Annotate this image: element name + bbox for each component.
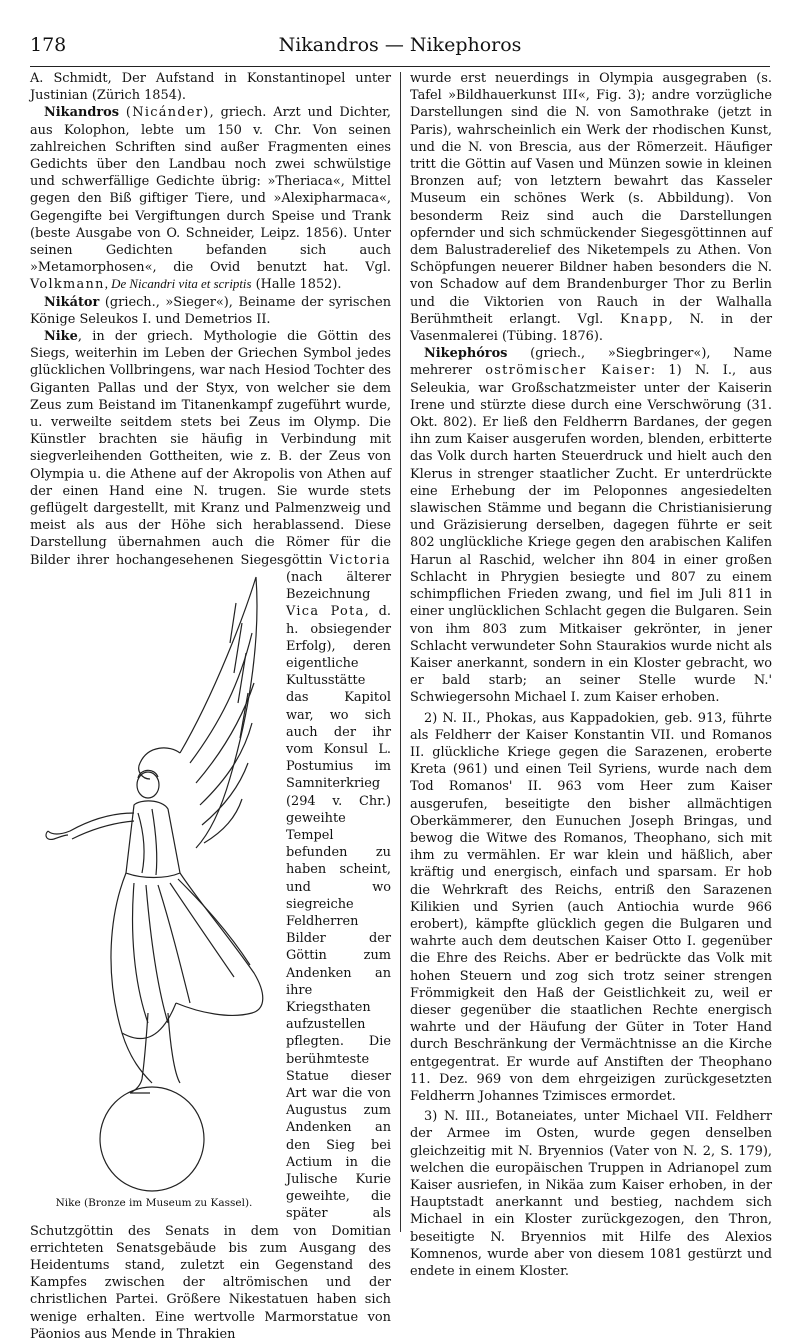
left-column — [30, 70, 391, 1343]
nikephoros-ii: 2) N. II., Phokas, aus Kappadokien, geb. 913, führte als Feldherr der Kaiser Konstantin VII. und Romanos II. glückliche Kriege gegen die Sarazenen, eroberte Kreta (961) und einen Teil Syriens, wurde nach dem Tod Romanos' II. 963 vom Heer zum Kaiser ausgerufen, beseitigte den bisher allmächtigen Oberkämmerer, den Eunuchen Joseph Bringas, und bewog die Witwe des Romanos, Theophano, sich mit ihm zu vermählen. Er war klein und häßlich, aber kräftig und energisch, einfach und sparsam. Er hob die Wehrkraft des Reichs, entriß den Sarazenen Kilikien und Syrien (auch Antiochia wurde 966 erobert), kämpfte glücklich gegen die Bulgaren und wahrte auch dem deutschen Kaiser Otto I. gegenüber die Ehre des Reichs. Aber er bedrückte das Volk mit hohen Steuern und zog sich trotz seiner strengen Frömmigkeit den Haß der Geistlichkeit zu, weil er dieser gegenüber die staatlichen Rechte energisch wahrte und der Häufung der Güter in Toter Hand durch Beschränkung der Vermächtnisse an die Kirche entgegentrat. Er wurde auf Anstiften der Theophano 11. Dez. 969 von dem ehrgeizigen zurückgesetzten Feldherrn Johannes Tzimisces ermordet. — [410, 710, 772, 1104]
figure-caption: Nike (Bronze im Museum zu Kassel). — [55, 1196, 253, 1209]
victoria-term: Victoria — [329, 552, 391, 568]
nike-text: , in der griech. Mythologie die Göttin des Siegs, weiterhin im Leben der Griechen Symbol jedes glücklichen Vollbringens, war nach Hesiod Tochter des Giganten Pallas und der Styx, von welcher sie dem Zeus zum Beistand im Titanenkampf zugeführt wurde, u. verweilte seitdem stets bei Zeus im Olymp. Die Künstler brachten sie häufig in Verbindung mit siegverleihenden Gottheiten, wie z. B. der Zeus von Olympia u. die Athene auf der Akropolis von Athen auf der einen Hand eine N. trugen. Sie wurde stets geflügelt dargestellt, mit Kranz und Palmenzweig und meist als aus der Höhe sich herablassend. Diese Darstellung übernahmen auch die Römer für die Bilder ihrer hochangesehenen Siegesgöttin — [30, 329, 391, 568]
nikator-text: (griech., »Sieger«), Beiname der syrischen Könige Seleukos I. und Demetrios II. — [30, 294, 391, 327]
nike-text-2: (nach älterer Bezeichnung — [286, 569, 391, 603]
nikandros-author: Volkmann — [30, 277, 105, 293]
nikephoros-text-2: : 1) N. I., aus Seleukia, war Großschatzmeister unter der Kaiserin Irene und stürzte diese durch eine Verschwörung (31. Okt. 802). Er ließ den Feldherrn Bardanes, der gegen ihn zum Kaiser ausgerufen worden, blenden, erbitterte das Volk durch harten Steuerdruck und hielt auch den Klerus in strenger staatlicher Zucht. Er unterdrückte eine Erhebung der im Peloponnes angesiedelten slawischen Stämme und begann die Christianisierung und Gräzisierung derselben, dagegen führte er seit 802 unglückliche Kriege gegen den arabischen Kalifen Harun al Raschid, welcher ihn 804 in einer großen Schlacht in Phrygien besiegte und 807 zu einem schimpflichen Frieden zwang, und fiel im Juli 811 in einer unglücklichen Schlacht gegen die Bulgaren. Sein von ihm 803 zum Mitkaiser gekrönter, in jener Schlacht verwundeter Sohn Staurakios wurde nicht als Kaiser anerkannt, sondern in ein Kloster gebracht, wo er bald starb; an seiner Stelle wurde N.' Schwiegersohn Michael I. zum Kaiser erhoben. — [410, 363, 772, 706]
nike-figure — [30, 573, 278, 1215]
nikephoros-text: (griech., »Siegbringer«), Name mehrerer — [410, 346, 772, 379]
nike-text-3: , d. h. obsiegender Erfolg), deren eigentliche Kultusstätte das Kapitol war, wo sich auch der ihr vom Konsul L. Postumius im Samniterkrieg (294 v. Chr.) geweihte Tempel befunden zu haben scheint, und wo siegreiche Feldherren Bilder der Göttin zum Andenken an ihre Kriegsthaten aufzustellen pflegten. Die berühmteste Statue dieser Art war die von Augustus zum Andenken an den Sieg bei Actium in die Julische Kurie geweihte, die später als Schutzgöttin des Senats in dem von Domitian errichteten Senatsgebäude bis zum Ausgang des Heidentums stand, zuletzt ein Gegenstand des Kampfes zwischen der altrömischen und der christlichen Partei. Größere Nikestatuen haben sich wenige erhalten. Eine wertvolle Marmorstatue von Päonios aus Mende in Thrakien — [30, 604, 392, 1342]
headword-nikephoros: Nikephóros — [424, 346, 508, 362]
entry-nikephoros — [410, 345, 772, 706]
nike-statue-illustration — [30, 573, 278, 1193]
right-column — [410, 70, 772, 1280]
running-head — [30, 30, 770, 67]
nike-continuation-end: , N. in der Vasenmalerei (Tübing. 1876). — [410, 311, 772, 345]
running-title: Nikandros — Nikephoros — [278, 34, 522, 56]
nikephoros-iii: 3) N. III., Botaneiates, unter Michael VII. Feldherr der Armee im Osten, wurde gegen denselben gleichzeitig mit N. Bryennios (Vater von N. 2, S. 179), welchen die europäischen Truppen in Adrianopel zum Kaiser ausriefen, in Nikäa zum Kaiser erhoben, in der Hauptstadt anerkannt und bestieg, nachdem sich Michael in ein Kloster zurückgezogen, den Thron, beseitigte N. Bryennios mit Hilfe des Alexios Komnenos, wurde aber von diesem 1081 gestürzt und endete in einem Kloster. — [410, 1109, 772, 1280]
nikandros-latin-name: (Nicánder) — [125, 105, 210, 121]
headword-nikator: Nikátor — [44, 294, 100, 310]
nikandros-text: , griech. Arzt und Dichter, aus Kolophon, lebte um 150 v. Chr. Von seinen zahlreichen Schriften sind außer Fragmenten eines Gedichts über den Landbau noch zwei schwülstige und schwerfällige Gedichte übrig: »Theriaca«, Mittel gegen den Biß giftiger Tiere, und »Alexipharmaca«, Gegengifte bei Vergiftungen durch Speise und Trank (beste Ausgabe von O. Schneider, Leipz. 1856). Unter seinen Gedichten befanden sich auch »Metamorphosen«, die Ovid benutzt hat. Vgl. — [30, 105, 392, 276]
nikephoros-oestrom: oströmischer Kaiser — [485, 363, 651, 379]
nikandros-end: (Halle 1852). — [251, 277, 342, 293]
page-number: 178 — [30, 34, 67, 56]
headword-nike: Nike — [44, 329, 78, 345]
headword-nikandros: Nikandros — [44, 105, 119, 121]
entry-nike — [30, 328, 391, 1343]
column-divider — [400, 72, 401, 1232]
nike-continuation-author: Knapp — [620, 311, 669, 327]
nikandros-latin-title: , De Nicandri vita et scriptis — [104, 277, 252, 292]
entry-continuation: A. Schmidt, Der Aufstand in Konstantinopel unter Justinian (Zürich 1854). — [30, 71, 391, 104]
nike-continuation-text: wurde erst neuerdings in Olympia ausgegraben (s. Tafel »Bildhauerkunst III«, Fig. 3); andre vorzügliche Darstellungen sind die N. von Samothrake (jetzt in Paris), wahrscheinlich ein Werk der rhodischen Kunst, und die N. von Brescia, aus der Römerzeit. Häufiger tritt die Göttin auf Vasen und Münzen sowie in kleinen Bronzen auf; von letztern bewahrt das Kasseler Museum ein schönes Werk (s. Abbildung). Von besonderm Reiz sind auch die Darstellungen opfernder und sich schmückender Siegesgöttinnen auf dem Balustraderelief des Niketempels zu Athen. Von Schöpfungen neuerer Bildner haben besonders die N. von Schadow auf dem Brandenburger Thor zu Berlin und die Viktorien von Rauch in der Walhalla Berühmtheit erlangt. Vgl. — [410, 71, 772, 327]
nike-continuation — [410, 70, 772, 345]
entry-nikator — [30, 294, 391, 328]
vica-pota-term: Vica Pota — [286, 604, 365, 620]
entry-nikandros — [30, 104, 391, 293]
